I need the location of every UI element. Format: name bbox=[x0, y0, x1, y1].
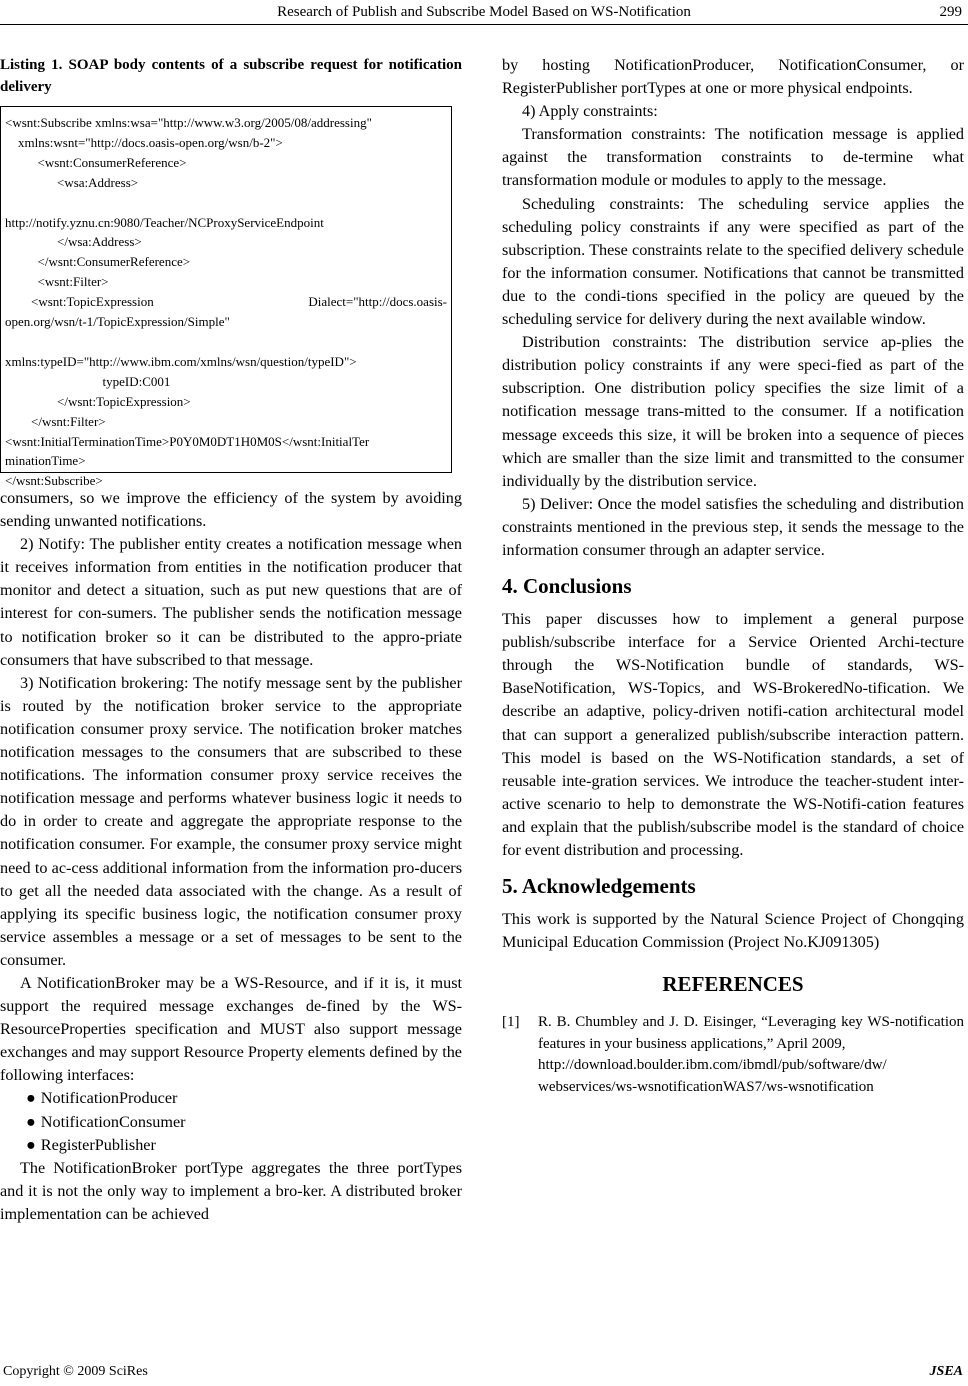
code-line bbox=[5, 193, 447, 213]
paragraph: A NotificationBroker may be a WS-Resource, and if it is, it must support the required message exchanges de-fined by the WS-ResourceProperties specification and MUST also support message exchanges and may support Resource Property elements defined by the following interfaces: bbox=[0, 973, 462, 1085]
bullet-label: NotificationConsumer bbox=[40, 1112, 186, 1131]
page-number: 299 bbox=[939, 4, 962, 20]
code-line: <wsnt:ConsumerReference> bbox=[5, 154, 187, 170]
code-line: </wsnt:ConsumerReference> bbox=[5, 254, 191, 270]
page-header bbox=[0, 0, 968, 26]
code-line: xmlns:wsnt="http://docs.oasis-open.org/wsn/b-2"> bbox=[5, 134, 283, 150]
conclusions-text: This paper discusses how to implement a general purpose publish/subscribe interface for a Service Oriented Archi-tecture through the WS-Notification bundle of standards, WS-BaseNotification, WS-Topics, and WS-BrokeredNo-tification. We describe an adaptive, policy-driven notifi-cation architectural model that can support a generalized publish/subscribe interaction pattern. This model is based on the WS-Notification standards, a set of reusable inte-gration services. We introduce the teacher-student inter-active scenario to help to demonstrate the WS-Notifi-cation features and explain that the publish/subscribe model is the standard of choice for event distribution and processing. bbox=[502, 610, 964, 859]
right-column bbox=[502, 54, 964, 1098]
code-line bbox=[5, 292, 447, 312]
paragraph: Distribution constraints: The distribution service ap-plies the distribution policy constraints if any were speci-fied as part of the subscription. One distribution policy specifies the size limit of a notification message trans-mitted to the consumer. If a notification message exceeds this size, it will be broken into a sequence of pieces which are smaller than the size limit and transmitted to the consumer individually by the distribution service. bbox=[502, 333, 964, 490]
paragraph: consumers, so we improve the efficiency of the system by avoiding sending unwanted notifications. bbox=[0, 489, 462, 531]
paragraph: 4) Apply constraints: bbox=[522, 102, 658, 121]
bullet-dot-icon: ● bbox=[26, 1089, 36, 1108]
copyright: Copyright © 2009 SciRes bbox=[3, 1364, 148, 1379]
paragraph: Transformation constraints: The notification message is applied against the transformation constraints to de-termine what transformation module or modules to apply to the message. bbox=[502, 125, 964, 190]
code-line: <wsnt:Subscribe xmlns:wsa="http://www.w3.org/2005/08/addressing" bbox=[5, 115, 372, 130]
code-line: minationTime> bbox=[5, 453, 86, 469]
bullet-item bbox=[0, 1111, 462, 1134]
bullet-label: NotificationProducer bbox=[40, 1089, 178, 1108]
code-line: open.org/wsn/t-1/TopicExpression/Simple" bbox=[5, 314, 230, 330]
bullet-dot-icon: ● bbox=[26, 1112, 36, 1131]
journal-abbrev: JSEA bbox=[929, 1364, 963, 1379]
code-segment: Dialect="http://docs.oasis- bbox=[308, 294, 447, 310]
references-heading: REFERENCES bbox=[662, 972, 804, 997]
bullet-dot-icon: ● bbox=[26, 1135, 36, 1154]
running-title: Research of Publish and Subscribe Model Based on WS-Notification bbox=[277, 4, 691, 20]
code-line: xmlns:typeID="http://www.ibm.com/xmlns/wsn/question/typeID"> bbox=[5, 353, 357, 369]
code-listing-box bbox=[0, 106, 452, 489]
section-heading-conclusions: 4. Conclusions bbox=[502, 574, 632, 599]
paragraph: by hosting NotificationProducer, NotificationConsumer, or RegisterPublisher portTypes at one or more physical endpoints. bbox=[502, 56, 964, 98]
reference-url[interactable]: http://download.boulder.ibm.com/ibmdl/pub/software/dw/ webservices/ws-wsnotificationWAS7/ws-wsnotification bbox=[538, 1057, 887, 1095]
paragraph: The NotificationBroker portType aggregates the three portTypes and it is not the only way to implement a bro-ker. A distributed broker implementation can be achieved bbox=[0, 1158, 462, 1223]
left-column bbox=[0, 54, 462, 1226]
code-line: </wsnt:TopicExpression> bbox=[5, 393, 191, 409]
code-segment: <wsnt:TopicExpression bbox=[5, 294, 154, 310]
bullet-label: RegisterPublisher bbox=[40, 1135, 156, 1154]
code-line: <wsnt:InitialTerminationTime>P0Y0M0DT1H0M0S</wsnt:InitialTer bbox=[5, 433, 370, 449]
code-line: http://notify.yznu.cn:9080/Teacher/NCProxyServiceEndpoint bbox=[5, 214, 324, 230]
code-line: <wsa:Address> bbox=[5, 174, 139, 190]
acknowledgements-text: This work is supported by the Natural Science Project of Chongqing Municipal Education Commission (Project No.KJ091305) bbox=[502, 910, 964, 952]
code-line: typeID:C001 bbox=[5, 373, 171, 389]
paragraph: 3) Notification brokering: The notify message sent by the publisher is routed by the notification broker service to the appropriate notification consumer proxy service. The notification broker matches notification messages to the consumers that are subscribed to these notifications. The information consumer proxy service receives the notification message and performs whatever business logic it needs to do in order to create and aggregate the appropriate response to the notification consumer. For example, the consumer proxy service might need to ac-cess additional information from the information pro-ducers to get all the needed data associated with the change. As a result of applying its specific business logic, the notification consumer proxy service assembles a message or a set of messages to be sent to the consumer. bbox=[0, 673, 462, 969]
reference-text: R. B. Chumbley and J. D. Eisinger, “Leveraging key WS-notification features in your business applications,” April 2009, bbox=[538, 1014, 964, 1052]
header-rule bbox=[0, 24, 968, 25]
code-line: </wsnt:Filter> bbox=[5, 413, 106, 429]
reference-number: [1] bbox=[502, 1014, 520, 1031]
paragraph: 5) Deliver: Once the model satisfies the scheduling and distribution constraints mentioned in the previous step, it sends the message to the information consumer through an adapter service. bbox=[502, 494, 964, 559]
paragraph: 2) Notify: The publisher entity creates a notification message when it receives information from entities in the notification producer that monitor and detect a situation, such as put new questions that are of interest for con-sumers. The publisher sends the notification message to notification broker so it can be distributed to the appro-priate consumers that have subscribed to that message. bbox=[0, 535, 462, 669]
code-line: <wsnt:Filter> bbox=[5, 274, 109, 290]
listing-caption: Listing 1. SOAP body contents of a subscribe request for notification delivery bbox=[0, 57, 462, 95]
bullet-item bbox=[0, 1134, 462, 1157]
bullet-item bbox=[0, 1087, 462, 1110]
code-line: </wsa:Address> bbox=[5, 234, 142, 250]
code-line bbox=[5, 332, 447, 352]
paragraph: Scheduling constraints: The scheduling service applies the scheduling policy constraints if any were specified as part of the subscription. These constraints relate to the specified delivery schedule for the information consumer. Notifications that cannot be transmitted due to the condi-tions specified in the policy are queued by the scheduling service for delivery during the next available window. bbox=[502, 194, 964, 329]
reference-item bbox=[502, 1012, 964, 1098]
section-heading-acknowledgements: 5. Acknowledgements bbox=[502, 874, 696, 899]
code-line: </wsnt:Subscribe> bbox=[5, 473, 103, 489]
